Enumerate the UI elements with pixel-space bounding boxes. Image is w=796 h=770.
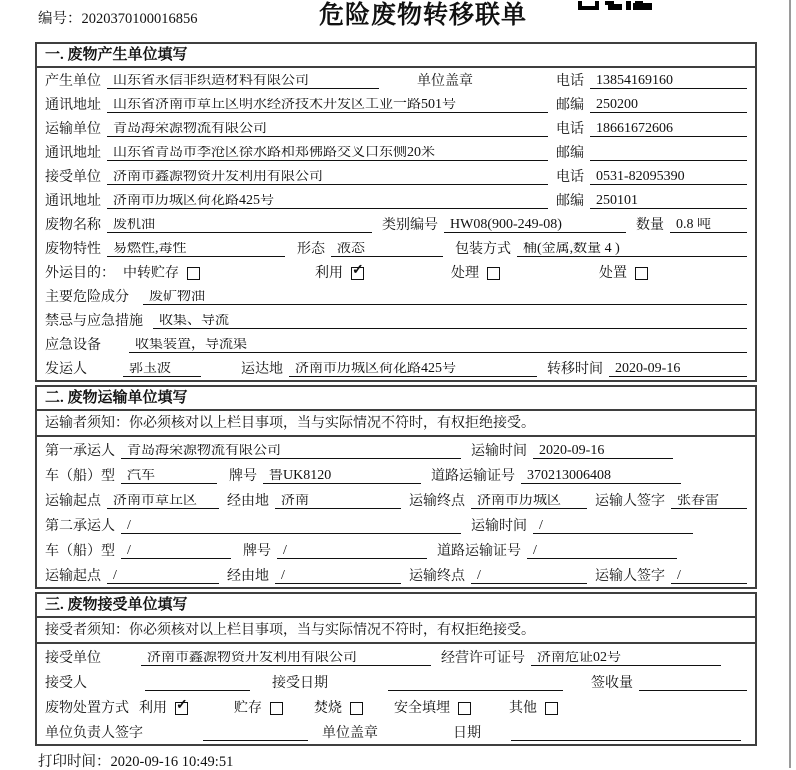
date-value: [511, 727, 741, 741]
permit-number-label: 经营许可证号: [441, 651, 525, 666]
option-label: 其他: [509, 701, 537, 716]
packing-label: 包装方式: [455, 242, 511, 257]
transport-purpose-label: 外运目的：: [45, 266, 115, 281]
second-carrier-value: /: [121, 519, 461, 534]
producer-address-group: [45, 98, 548, 113]
zip-label: 邮编: [556, 194, 584, 209]
route-end-value: 济南市历城区: [471, 494, 587, 509]
accept-date-label: 接受日期: [272, 676, 328, 691]
qr-code-fragment-icon: [578, 0, 652, 14]
disposal-option-storage: [234, 702, 314, 716]
zip-value: [590, 147, 747, 161]
doc-number-label: 编号：: [38, 11, 82, 27]
road-license-label: 道路运输证号: [437, 544, 521, 559]
route-via-label: 经由地: [227, 494, 269, 509]
phone-label: 电话: [556, 170, 584, 185]
row-recipient: [37, 669, 755, 694]
row-producer-unit: [37, 68, 755, 92]
row-waste-name: [37, 212, 755, 236]
section-transporter: [35, 385, 757, 589]
transporter-notice: 运输者须知：你必须核对以上栏目事项，当与实际情况不符时，有权拒绝接受。: [37, 411, 755, 437]
document-header: [0, 0, 796, 42]
checkbox-treat: [487, 267, 500, 280]
receiver-notice: 接受者须知：你必须核对以上栏目事项，当与实际情况不符时，有权拒绝接受。: [37, 618, 755, 644]
taboo-measures-label: 禁忌与应急措施: [45, 314, 143, 329]
carrier-signature-label: 运输人签字: [595, 494, 665, 509]
phone-value: 18661672606: [590, 122, 747, 137]
plate-number-value: 鲁UK8120: [263, 469, 421, 484]
disposal-method-label: 废物处置方式: [45, 701, 129, 716]
form-value: 液态: [331, 242, 443, 257]
carrier-signature-label: 运输人签字: [595, 569, 665, 584]
option-label: 利用: [139, 701, 167, 716]
row-first-route: [37, 487, 755, 512]
row-transport-address: [37, 140, 755, 164]
page-title: 危险废物转移联单: [318, 2, 527, 29]
phone-label: 电话: [556, 122, 584, 137]
carrier-signature-value: /: [671, 569, 747, 584]
transport-time-label: 运输时间: [471, 444, 527, 459]
first-carrier-label: 第一承运人: [45, 444, 115, 459]
date-label: 日期: [453, 726, 481, 741]
unit-seal-label: 单位盖章: [322, 726, 378, 741]
road-license-value: /: [527, 544, 677, 559]
waste-character-value: 易燃性,毒性: [107, 242, 285, 257]
page-edge-line: [789, 0, 791, 768]
phone-value: 13854169160: [590, 74, 747, 89]
row-first-vehicle: [37, 462, 755, 487]
checkbox-utilize: [351, 267, 364, 280]
checkbox-incinerate: [350, 702, 363, 715]
option-label: 利用: [315, 266, 343, 281]
print-time-label: 打印时间：: [38, 754, 111, 770]
checkbox-transfer-storage: [187, 267, 200, 280]
row-first-carrier: [37, 437, 755, 462]
producer-unit-label: 产生单位: [45, 74, 101, 89]
waste-name-label: 废物名称: [45, 218, 101, 233]
accept-unit-label: 接受单位: [45, 651, 101, 666]
main-hazard-value: 废矿物油: [143, 290, 747, 305]
option-label: 中转贮存: [123, 266, 179, 281]
option-label: 焚烧: [314, 701, 342, 716]
recipient-label: 接受人: [45, 676, 87, 691]
option-label: 安全填埋: [394, 701, 450, 716]
row-disposal-method: [37, 694, 755, 719]
form-label: 形态: [297, 242, 325, 257]
row-producer-address: [37, 92, 755, 116]
consignor-label: 发运人: [45, 362, 87, 377]
address-label: 通讯地址: [45, 146, 101, 161]
plate-number-label: 牌号: [229, 469, 257, 484]
phone-label: 电话: [556, 74, 584, 89]
row-receiver-address: [37, 188, 755, 212]
route-via-label: 经由地: [227, 569, 269, 584]
packing-value: 桶(金属,数量 4 ): [517, 242, 747, 257]
disposal-option-other: [509, 702, 558, 716]
head-signature-value: [203, 727, 308, 741]
head-signature-label: 单位负责人签字: [45, 726, 143, 741]
waste-name-value: 废机油: [107, 218, 372, 233]
received-amount-value: [639, 677, 747, 691]
row-waste-character: [37, 236, 755, 260]
route-via-value: 济南: [275, 494, 401, 509]
print-time-value: 2020-09-16 10:49:51: [110, 754, 234, 770]
zip-label: 邮编: [556, 146, 584, 161]
first-carrier-value: 青岛海荣源物流有限公司: [121, 444, 461, 459]
receiver-unit-value: 济南市鑫源物资开发利用有限公司: [107, 170, 548, 185]
route-end-value: /: [471, 569, 587, 584]
phone-value: 0531-82095390: [590, 170, 747, 185]
row-second-carrier: [37, 512, 755, 537]
print-time: [38, 755, 796, 770]
accept-unit-value: 济南市鑫源物资开发利用有限公司: [141, 651, 431, 666]
transfer-manifest-form: [35, 42, 757, 746]
transport-unit-label: 运输单位: [45, 122, 101, 137]
disposal-option-incinerate: [314, 702, 394, 716]
row-transport-purpose: [37, 260, 755, 284]
row-transport-unit: [37, 116, 755, 140]
route-start-label: 运输起点: [45, 494, 101, 509]
address-value: 济南市历城区荷花路425号: [107, 194, 548, 209]
received-amount-label: 签收量: [591, 676, 633, 691]
row-main-hazard: [37, 284, 755, 308]
purpose-option-transfer-storage: [123, 267, 315, 281]
transport-unit-value: 青岛海荣源物流有限公司: [107, 122, 548, 137]
road-license-value: 370213006408: [521, 469, 681, 484]
transport-unit-group: [45, 122, 548, 137]
purpose-option-treat: [451, 267, 599, 281]
option-label: 贮存: [234, 701, 262, 716]
carrier-signature-value: 张春雷: [671, 494, 747, 509]
disposal-option-utilize: [139, 702, 234, 716]
taboo-measures-value: 收集、导流: [153, 314, 747, 329]
section-producer: [35, 42, 757, 382]
plate-number-label: 牌号: [243, 544, 271, 559]
plate-number-value: /: [277, 544, 427, 559]
row-accept-unit: [37, 644, 755, 669]
consignor-value: 郭玉波: [123, 362, 201, 377]
permit-number-value: 济南危证02号: [531, 651, 721, 666]
section-transporter-header: 二. 废物运输单位填写: [37, 387, 755, 411]
purpose-option-utilize: [315, 267, 451, 281]
route-start-value: /: [107, 569, 219, 584]
unit-seal-label: 单位盖章: [417, 74, 473, 89]
purpose-option-dispose: [599, 267, 648, 281]
checkbox-other: [545, 702, 558, 715]
transfer-time-label: 转移时间: [547, 362, 603, 377]
emergency-equipment-value: 收集装置，导流渠: [129, 338, 747, 353]
doc-number-value: 2020370100016856: [81, 11, 198, 27]
receiver-address-group: [45, 194, 548, 209]
quantity-value: 0.8 吨: [670, 218, 747, 233]
zip-label: 邮编: [556, 98, 584, 113]
transfer-time-value: 2020-09-16: [609, 362, 747, 377]
main-hazard-label: 主要危险成分: [45, 290, 129, 305]
vehicle-type-value: /: [121, 544, 231, 559]
checkbox-landfill: [458, 702, 471, 715]
vehicle-type-value: 汽车: [121, 469, 217, 484]
route-end-label: 运输终点: [409, 494, 465, 509]
quantity-label: 数量: [636, 218, 664, 233]
option-label: 处置: [599, 266, 627, 281]
row-consignor: [37, 356, 755, 380]
address-value: 山东省济南市章丘区明水经济技术开发区工业一路501号: [107, 98, 548, 113]
option-label: 处理: [451, 266, 479, 281]
row-second-vehicle: [37, 537, 755, 562]
transport-time-value: /: [533, 519, 693, 534]
destination-value: 济南市历城区荷花路425号: [289, 362, 537, 377]
receiver-unit-label: 接受单位: [45, 170, 101, 185]
address-value: 山东省青岛市李沧区徐水路和郑佛路交叉口东侧20米: [107, 146, 548, 161]
address-label: 通讯地址: [45, 194, 101, 209]
section-receiver-header: 三. 废物接受单位填写: [37, 594, 755, 618]
section-receiver: [35, 592, 757, 746]
zip-value: 250101: [590, 194, 747, 209]
second-carrier-label: 第二承运人: [45, 519, 115, 534]
route-start-label: 运输起点: [45, 569, 101, 584]
zip-value: 250200: [590, 98, 747, 113]
checkbox-dispose: [635, 267, 648, 280]
row-receiver-unit: [37, 164, 755, 188]
destination-label: 运达地: [241, 362, 283, 377]
emergency-equipment-label: 应急设备: [45, 338, 101, 353]
disposal-option-landfill: [394, 702, 509, 716]
row-taboo-measures: [37, 308, 755, 332]
checkbox-storage: [270, 702, 283, 715]
recipient-value: [145, 677, 250, 691]
receiver-unit-group: [45, 170, 548, 185]
route-end-label: 运输终点: [409, 569, 465, 584]
waste-character-label: 废物特性: [45, 242, 101, 257]
vehicle-type-label: 车（船）型: [45, 544, 115, 559]
transport-time-value: 2020-09-16: [533, 444, 673, 459]
route-via-value: /: [275, 569, 401, 584]
producer-unit-group: [45, 74, 548, 89]
road-license-label: 道路运输证号: [431, 469, 515, 484]
section-producer-header: 一. 废物产生单位填写: [37, 44, 755, 68]
route-start-value: 济南市章丘区: [107, 494, 219, 509]
transport-time-label: 运输时间: [471, 519, 527, 534]
vehicle-type-label: 车（船）型: [45, 469, 115, 484]
transport-address-group: [45, 146, 548, 161]
accept-date-value: [388, 677, 563, 691]
address-label: 通讯地址: [45, 98, 101, 113]
producer-unit-value: 山东省永信非织造材料有限公司: [107, 74, 379, 89]
checkbox-utilize: [175, 702, 188, 715]
category-code-value: HW08(900-249-08): [444, 218, 626, 233]
category-code-label: 类别编号: [382, 218, 438, 233]
row-head-signature: [37, 719, 755, 744]
row-emergency-equipment: [37, 332, 755, 356]
row-second-route: [37, 562, 755, 587]
